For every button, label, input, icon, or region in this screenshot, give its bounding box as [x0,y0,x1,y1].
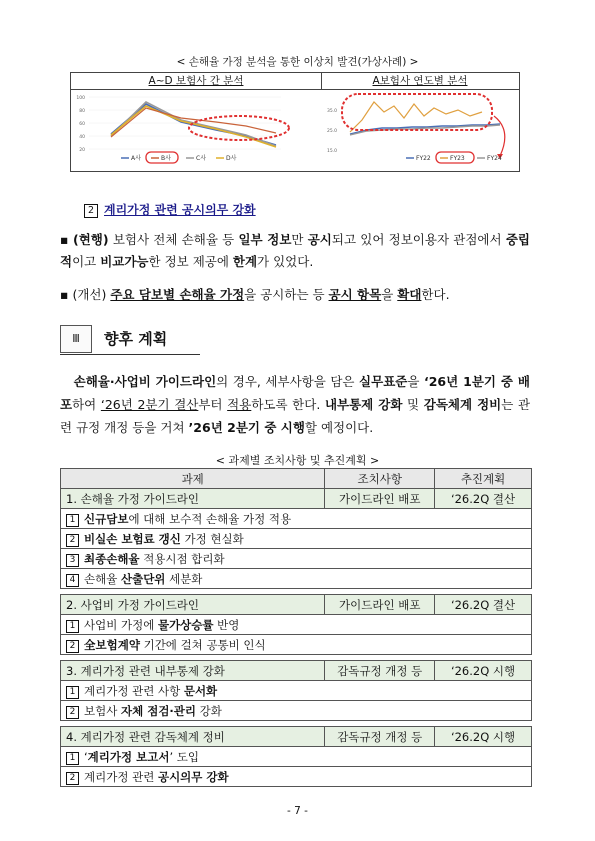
item-text: ’ 도입 [169,749,199,764]
item-text: 기간에 걸쳐 공통비 인식 [139,637,266,652]
text: 하여 [72,397,101,412]
legend-fy24: FY24 [487,155,502,162]
task-item-cell [61,529,532,549]
task-item-cell [61,747,532,767]
item-emphasis: 공시의무 강화 [157,769,229,784]
item-text: 세분화 [165,571,203,586]
left-chart-title: A~D 보험사 간 분석 [71,73,322,90]
task-item-row [61,569,532,589]
text: 및 [402,397,424,412]
task-group-row [61,489,532,509]
emphasis: ‘26년 1분기 중 배포 [60,374,530,412]
section-2-heading [84,201,256,218]
task-item-row [61,767,532,787]
task-group-row [61,727,532,747]
underlined: ‘26년 2분기 결산 [100,397,199,412]
emphasis: 감독체계 정비 [423,397,502,412]
task-item-cell [61,549,532,569]
figure-box [70,72,520,172]
item-text: 에 대해 보수적 손해율 가정 적용 [128,511,292,526]
text: 한다. [421,287,450,302]
text: 는 관련 규정 개정 등을 거쳐 [60,397,531,435]
section-title: 향후 계획 [104,330,168,348]
text: 이고 [72,254,101,269]
item-emphasis: 산출단위 [120,571,166,586]
text: 부터 [198,397,228,412]
text: 하도록 한다. [251,397,325,412]
item-number: 1 [66,686,79,699]
task-item-cell [61,509,532,529]
emphasis: 비교가능 [100,254,149,269]
task-group-row [61,595,532,615]
label-current: (현행) [73,232,109,247]
item-number: 2 [66,706,79,719]
item-text: 보험사 [84,703,121,718]
emphasis: 내부통제 강화 [324,397,403,412]
pointer-arrow [494,116,505,156]
header-task: 과제 [61,469,325,489]
item-number: 1 [66,514,79,527]
item-text: 강화 [196,703,222,718]
emphasis: 손해율·사업비 가이드라인 [73,374,217,389]
task-item-cell [61,615,532,635]
text: 한 정보 제공에 [148,254,233,269]
right-y-tick: 35.0 [326,109,337,114]
item-emphasis: 최종손해율 [84,551,140,566]
item-emphasis: 자체 점검·관리 [120,703,197,718]
task-item-row [61,529,532,549]
plan-cell: ‘26.2Q 결산 [435,595,532,615]
section-number: 2 [84,204,98,218]
text: 의 경우, 세부사항을 담은 [216,374,360,389]
emphasis: 공시 [307,232,332,247]
item-emphasis: 비실손 보험료 갱신 [84,531,181,546]
section-3-heading [60,325,200,353]
text: 되고 있어 정보이용자 관점에서 [331,232,506,247]
legend-c: C사 [196,155,206,162]
legend-fy23: FY23 [450,155,465,162]
emphasis: 중립적 [60,232,530,269]
action-cell: 가이드라인 배포 [325,595,435,615]
plan-table [60,468,532,787]
action-cell: 감독규정 개정 등 [325,661,435,681]
task-item-row [61,509,532,529]
legend-d: D사 [226,155,237,162]
item-text: 반영 [213,617,240,632]
left-line-chart [71,90,321,172]
emphasis: 한계 [232,254,258,269]
emphasis: 실무표준 [359,374,408,389]
item-number: 1 [66,620,79,633]
section-title: 계리가정 관련 공시의무 강화 [104,203,256,217]
item-text: 사업비 가정에 [84,617,158,632]
emphasis: 일부 정보 [238,232,292,247]
header-plan: 추진계획 [435,469,532,489]
improve-paragraph [60,284,530,306]
item-emphasis: 全보험계약 [84,637,140,652]
item-text: ‘ [84,749,88,764]
text: 가 있었다. [257,254,314,269]
emphasis: 주요 담보별 손해율 가정 [110,287,245,302]
item-emphasis: 신규담보 [84,511,129,526]
task-title-cell: 3. 계리가정 관련 내부통제 강화 [61,661,325,681]
legend-a: A사 [131,155,141,162]
item-number: 1 [66,752,79,765]
right-chart-title: A보험사 연도별 분석 [321,73,519,90]
left-y-tick: 80 [79,109,85,114]
left-y-tick: 100 [76,96,85,101]
text: 할 예정이다. [304,420,374,435]
item-number: 2 [66,534,79,547]
task-title-cell: 2. 사업비 가정 가이드라인 [61,595,325,615]
task-item-row [61,701,532,721]
text: 을 [407,374,424,389]
underlined: 적용 [227,397,252,412]
item-emphasis: 문서화 [183,683,218,698]
task-item-row [61,615,532,635]
task-group-row [61,661,532,681]
plan-paragraph [60,370,530,439]
right-y-tick: 15.0 [326,149,337,154]
task-item-row [61,635,532,655]
figure-caption: < 손해율 가정 분석을 통한 이상치 발견(가상사례) > [176,56,419,68]
page-number: - 7 - [287,805,308,817]
emphasis: 공시 항목 [328,287,382,302]
action-cell: 가이드라인 배포 [325,489,435,509]
plan-cell: ‘26.2Q 시행 [435,661,532,681]
task-item-row [61,747,532,767]
text: 을 공시하는 등 [244,287,329,302]
task-title-cell: 4. 계리가정 관련 감독체계 정비 [61,727,325,747]
emphasis: 확대 [397,287,422,302]
right-y-tick: 25.0 [326,129,337,134]
legend-fy22: FY22 [416,155,431,162]
item-text: 계리가정 관련 사항 [84,683,184,698]
text: 만 [291,232,308,247]
table-caption: < 과제별 조치사항 및 추진계획 > [215,454,380,467]
action-cell: 감독규정 개정 등 [325,727,435,747]
item-emphasis: 계리가정 보고서 [87,749,170,764]
task-item-row [61,681,532,701]
divider [60,354,200,355]
right-line-chart [322,90,519,172]
left-y-tick: 40 [79,135,85,140]
bullet: ▪ [60,232,69,247]
text: 보험사 전체 손해율 등 [108,232,239,247]
item-text: 계리가정 관련 [84,769,158,784]
current-paragraph [60,229,530,273]
item-text: 적용시점 합리화 [139,551,225,566]
label-improve: (개선) [72,287,107,302]
item-number: 3 [66,554,79,567]
plan-cell: ‘26.2Q 시행 [435,727,532,747]
task-item-cell [61,767,532,787]
item-number: 4 [66,574,79,587]
item-text: 가정 현실화 [180,531,244,546]
item-text: 손해율 [84,571,121,586]
item-number: 2 [66,640,79,653]
plan-cell: ‘26.2Q 결산 [435,489,532,509]
task-title-cell: 1. 손해율 가정 가이드라인 [61,489,325,509]
task-item-cell [61,681,532,701]
legend-b: B사 [161,155,171,162]
task-item-row [61,549,532,569]
task-item-cell [61,569,532,589]
item-emphasis: 물가상승률 [157,617,214,632]
header-action: 조치사항 [325,469,435,489]
section-roman-number: Ⅲ [60,325,92,353]
bullet: ▪ [60,287,69,302]
left-y-tick: 20 [79,148,85,153]
task-item-cell [61,635,532,655]
item-number: 2 [66,772,79,785]
emphasis: ’26년 2분기 중 시행 [188,420,305,435]
text: 을 [381,287,398,302]
left-y-tick: 60 [79,122,85,127]
task-item-cell [61,701,532,721]
